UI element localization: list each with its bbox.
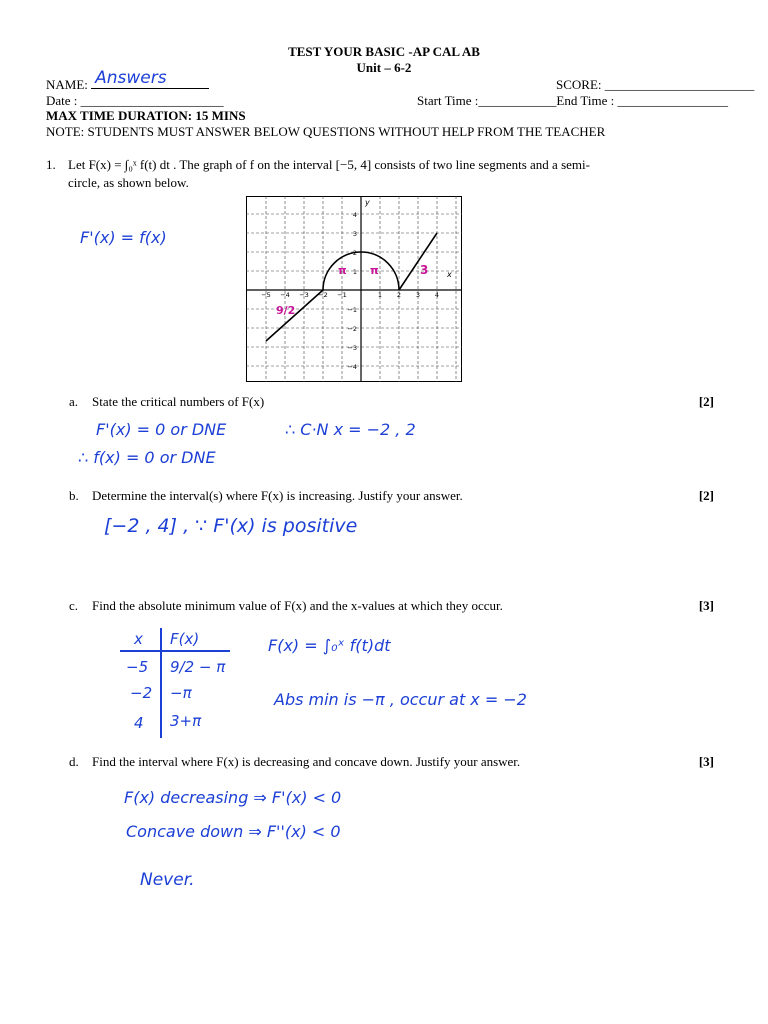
q1-side-note: F'(x) = f(x) [80,228,167,247]
qc-value-table [120,628,230,738]
date-field: Date : ______________________ [46,93,224,108]
duration-label: MAX TIME DURATION: 15 MINS [46,108,246,123]
table-vertical-rule [160,628,162,738]
y-tick: 4 [352,211,357,219]
table-row-fx: −π [170,684,192,702]
qa-label: a. [69,394,79,409]
area-label-pi2: π [370,264,379,277]
qa-answer-1: F'(x) = 0 or DNE [96,420,227,439]
qd-text: Find the interval where F(x) is decreasing and concave down. Justify your answer. [92,754,521,769]
qb-text: Determine the interval(s) where F(x) is increasing. Justify your answer. [92,488,463,503]
y-tick: −3 [347,344,357,352]
table-row-x: −2 [130,684,153,702]
qa-answer-2: ∴ f(x) = 0 or DNE [78,448,216,467]
qb-marks: [2] [698,488,714,503]
x-tick: 1 [377,291,383,299]
time-field: Start Time :____________End Time : _________________ [417,93,728,108]
table-horizontal-rule [120,650,230,652]
q1-text-line2: circle, as shown below. [68,175,189,190]
name-answer: Answers [95,68,167,88]
table-row-fx: 3+π [170,712,202,730]
x-tick: 3 [415,291,421,299]
function-graph [246,196,462,382]
x-tick: −2 [318,291,328,299]
graph-frame [247,197,462,382]
y-tick: −1 [347,306,357,314]
x-tick: 2 [396,291,402,299]
score-field: SCORE: _______________________ [556,77,755,92]
qc-formula: F(x) = ∫₀ˣ f(t)dt [268,636,391,655]
page-title: TEST YOUR BASIC -AP CAL AB [288,44,480,59]
qd-answer-2: Concave down ⇒ F''(x) < 0 [126,822,341,841]
qd-marks: [3] [698,754,714,769]
table-row-fx: 9/2 − π [170,658,226,676]
area-label-pi1: π [338,264,347,277]
x-axis-label: x [447,270,452,279]
qb-label: b. [69,488,79,503]
table-header-fx: F(x) [170,630,200,648]
x-tick: −3 [299,291,309,299]
qc-answer: Abs min is −π , occur at x = −2 [274,690,527,709]
x-tick: 4 [434,291,440,299]
qa-answer-1b: ∴ C·N x = −2 , 2 [285,420,416,439]
note-label: NOTE: STUDENTS MUST ANSWER BELOW QUESTIONS WITHOUT HELP FROM THE TEACHER [46,124,606,139]
area-label-left: 9/2 [276,304,296,317]
table-row-x: −5 [126,658,149,676]
q1-number: 1. [46,157,56,172]
qd-answer-3: Never. [140,870,195,890]
x-tick: −1 [337,291,347,299]
qc-text: Find the absolute minimum value of F(x) and the x-values at which they occur. [92,598,503,613]
table-header-x: x [134,630,143,648]
table-row-x: 4 [134,714,144,732]
qd-label: d. [69,754,79,769]
name-label-text: NAME: [46,77,92,92]
y-tick: −2 [347,325,357,333]
y-tick: 2 [352,249,357,257]
qa-text: State the critical numbers of F(x) [92,394,265,409]
y-axis-label: y [365,198,370,207]
qd-answer-1: F(x) decreasing ⇒ F'(x) < 0 [124,788,342,807]
name-underline [91,68,209,89]
qc-marks: [3] [698,598,714,613]
qa-marks: [2] [698,394,714,409]
unit-label: Unit – 6-2 [356,60,412,75]
area-label-right: 3 [420,263,429,277]
x-tick: −4 [280,291,290,299]
qc-label: c. [69,598,79,613]
y-tick: 1 [352,268,357,276]
x-tick: −5 [261,291,271,299]
y-tick: 3 [352,230,357,238]
name-label [46,68,209,93]
qb-answer: [−2 , 4] , ∵ F'(x) is positive [104,515,358,537]
q1-text-line1: Let F(x) = ∫₀ˣ f(t) dt . The graph of f on the interval [−5, 4] consists of two line segments and a semi- [68,157,590,172]
y-tick: −4 [347,363,357,371]
